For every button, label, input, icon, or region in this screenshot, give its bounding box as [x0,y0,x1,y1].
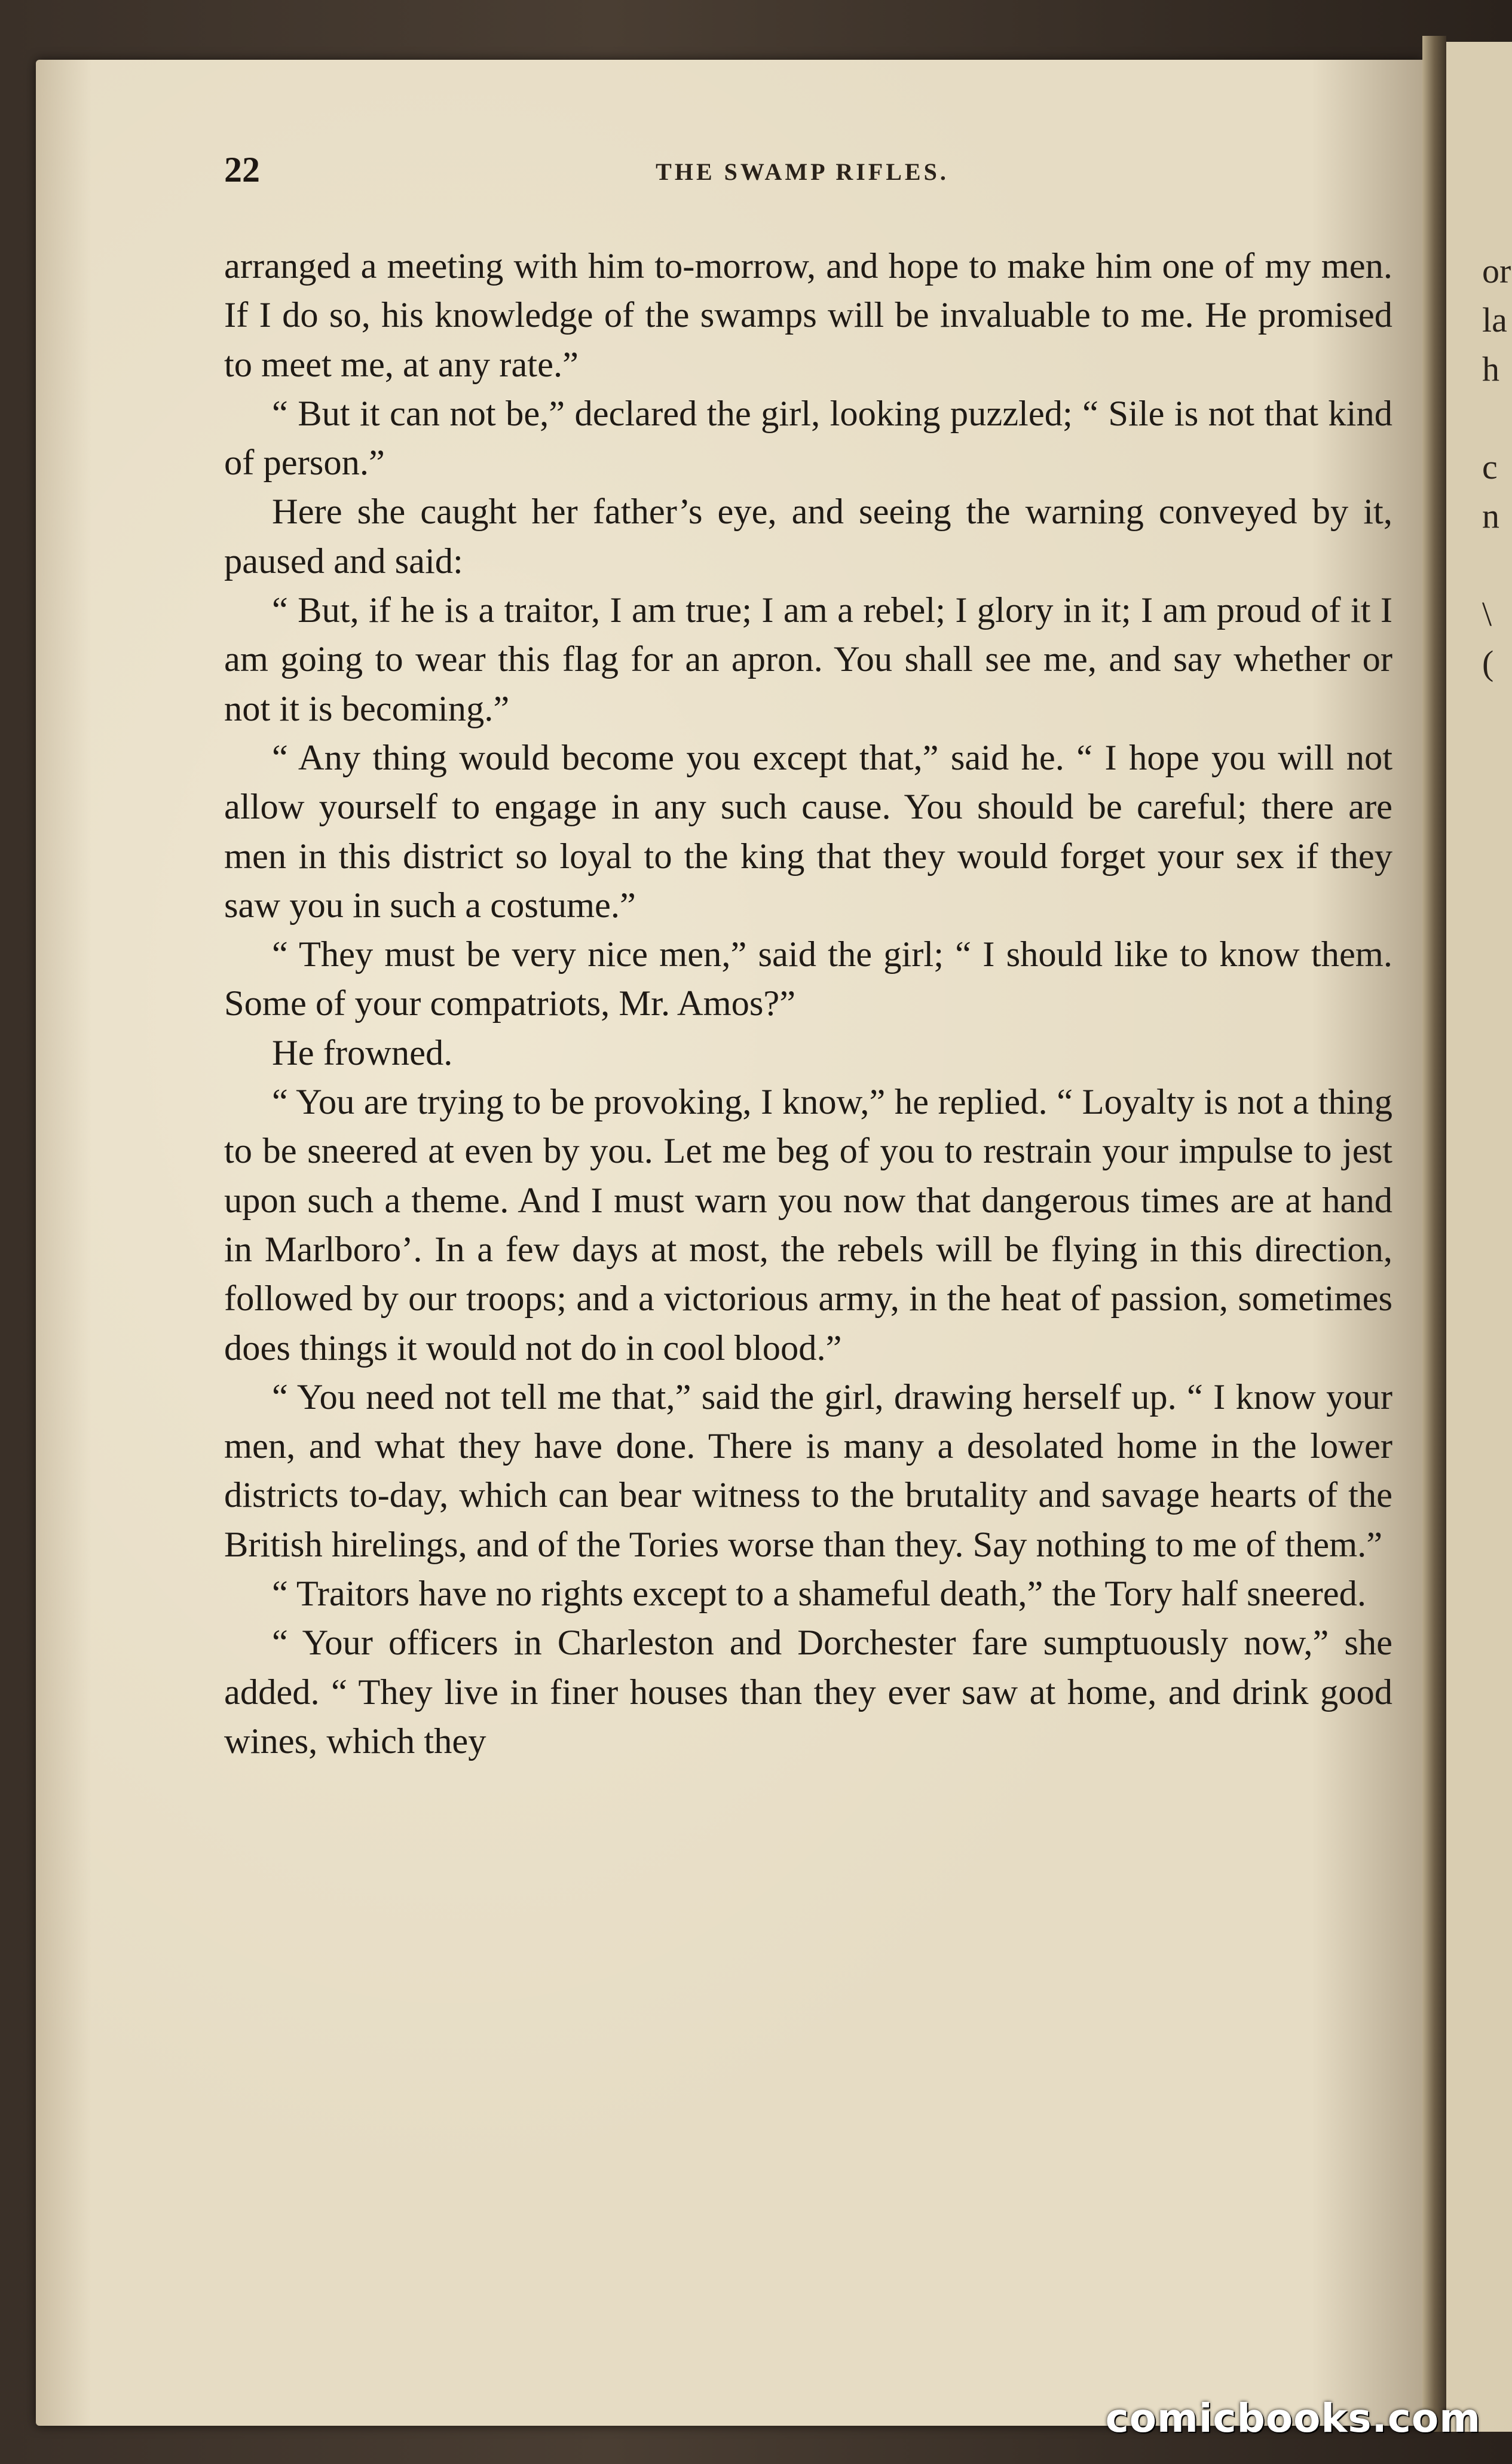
paragraph: “ Any thing would become you except that,” said he. “ I hope you will not allow yourself to engage in any such cause. You should be careful; there are men in this district so loyal to the king that they would forget your sex if they saw you in such a costume.” [224,737,1392,925]
paragraph: Here she caught her father’s eye, and seeing the warning conveyed by it, paused and said: [224,492,1392,581]
adjacent-page-fragment: la [1482,301,1507,339]
paragraph: “ You need not tell me that,” said the girl, drawing herself up. “ I know your men, and what they have done. There is many a desolated home in the lower districts to-day, which can bear witness to the brutality and savage hearts of the British hirelings, and of the Tories worse than they. Say nothing to me of them.” [224,1377,1392,1565]
paragraph: “ Your officers in Charleston and Dorchester fare sumptuously now,” she added. “ They live in finer houses than they ever saw at home, and drink good wines, which they [224,1623,1392,1761]
adjacent-page-fragment: or [1482,252,1511,290]
paragraph: “ Traitors have no rights except to a shameful death,” the Tory half sneered. [272,1574,1366,1614]
page-header [224,149,1381,197]
adjacent-page-fragment: h [1482,350,1499,388]
watermark: comicbooks.com [1105,2395,1481,2441]
running-title: THE SWAMP RIFLES. [656,158,949,185]
book-gutter [1422,36,1446,2432]
adjacent-page-fragment: n [1482,497,1499,535]
adjacent-page-fragment: c [1482,448,1498,486]
paragraph: arranged a meeting with him to-morrow, and hope to make him one of my men. If I do so, his knowledge of the swamps will be invaluable to me. He promised to meet me, at any rate.” [224,246,1392,385]
adjacent-page-fragment: \ [1482,594,1492,633]
paragraph: “ They must be very nice men,” said the girl; “ I should like to know them. Some of your compatriots, Mr. Amos?” [224,934,1392,1024]
paragraph: “ But it can not be,” declared the girl, looking puzzled; “ Sile is not that kind of person.” [224,393,1392,483]
paragraph: “ You are trying to be provoking, I know,” he replied. “ Loyalty is not a thing to be sneered at even by you. Let me beg of you to restrain your impulse to jest upon such a theme. And I must warn you now that dangerous times are at hand in Marlboro’. In a few days at most, the rebels will be flying in this direction, followed by our troops; and a victorious army, in the heat of passion, sometimes does things it would not do in cool blood.” [224,1082,1392,1368]
body-text [224,242,1392,1766]
page-number: 22 [224,150,260,189]
paragraph: “ But, if he is a traitor, I am true; I am a rebel; I glory in it; I am proud of it I am going to wear this flag for an apron. You shall see me, and say whether or not it is becoming.” [224,590,1392,729]
paragraph: He frowned. [272,1032,453,1073]
adjacent-page-fragment: ( [1482,643,1494,682]
adjacent-page-edge [1446,42,1512,2432]
